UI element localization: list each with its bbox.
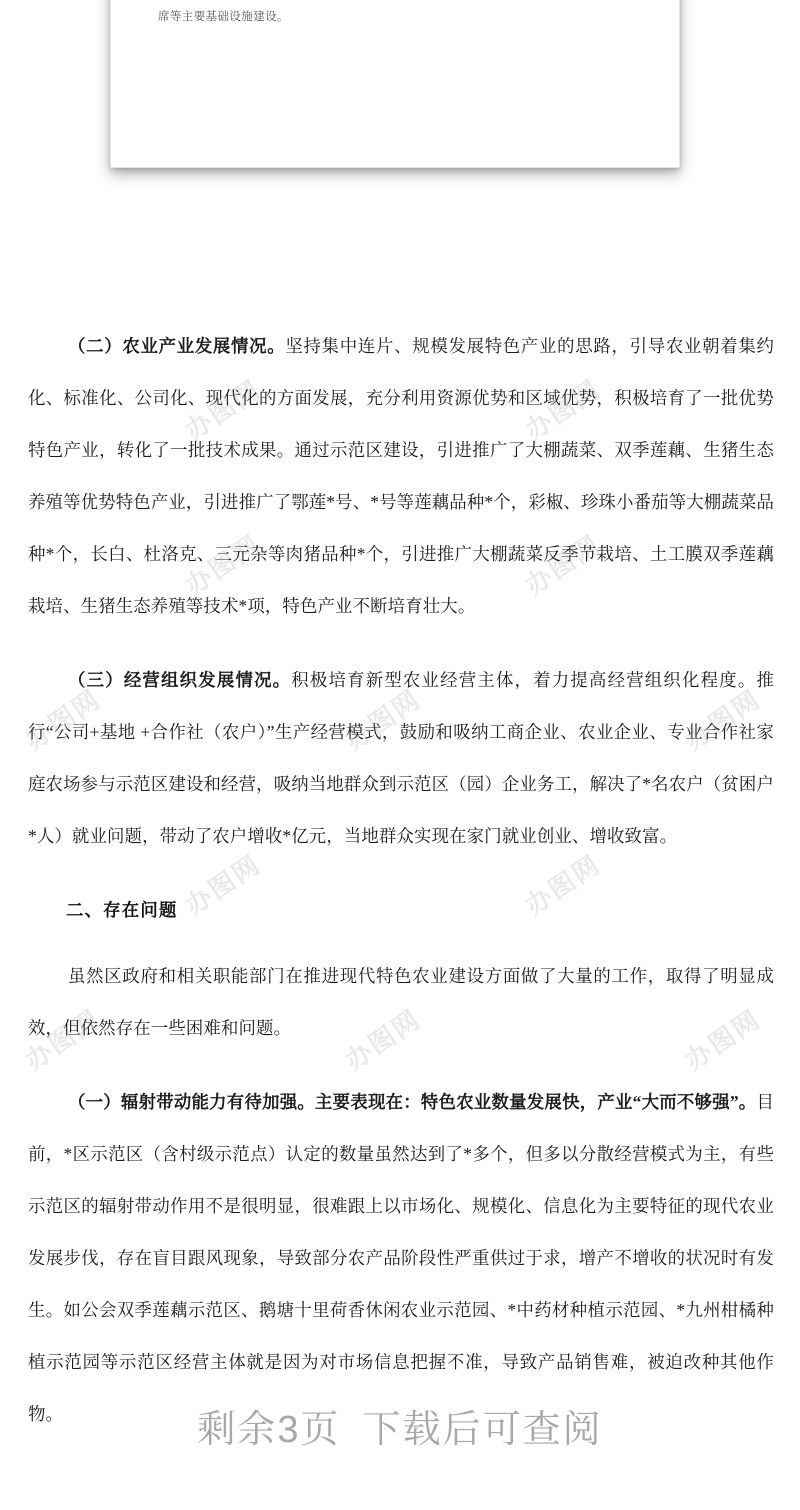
watermark-text: 办图网 (179, 373, 267, 446)
previous-page-card (110, 0, 680, 168)
download-hint-label: 下载后可查阅 (362, 1409, 603, 1451)
paragraph-spacer (0, 632, 800, 654)
paragraph-text-2-3: 积极培育新型农业经营主体，着力提高经营组织化程度。推行“公司+基地 +合作社（农户）”生产经营模式，鼓励和吸纳工商企业、农业企业、专业合作社家庭农场参与示范区建设和经营，吸纳当地群众到示范区（园）企业务工，解决了*名农户（贫困户*人）就业问题，带动了农户增收*亿元，当地群众实现在家门就业创业、增收致富。 (28, 670, 774, 846)
watermark-text: 办图网 (679, 1003, 767, 1076)
problem-1-bold-line: （一）辐射带动能力有待加强。主要表现在：特色农业数量发展快，产业“大而不够强”。 (68, 1092, 757, 1112)
paragraph-spacer (0, 862, 800, 884)
watermark-text: 办图网 (519, 848, 607, 921)
watermark-text: 办图网 (179, 848, 267, 921)
remaining-pages-label: 剩余3页 (197, 1409, 341, 1451)
footer-download-note (0, 1398, 800, 1453)
watermark-text: 办图网 (679, 683, 767, 756)
document-body (0, 320, 800, 1440)
paragraph-section-2-3 (0, 654, 800, 862)
watermark-text: 办图网 (19, 1003, 107, 1076)
paragraph-lead-2-3: （三）经营组织发展情况。 (68, 670, 292, 690)
watermark-text: 办图网 (519, 528, 607, 601)
watermark-text: 办图网 (339, 683, 427, 756)
previous-page-trailing-text: 席等主要基础设施建设。 (158, 11, 289, 23)
paragraph-problem-1 (0, 1076, 800, 1440)
paragraph-section-2-2 (0, 320, 800, 632)
paragraph-lead-2-2: （二）农业产业发展情况。 (68, 336, 286, 356)
section-heading-problems: 二、存在问题 (66, 900, 178, 920)
paragraph-text-2-2: 坚持集中连片、规模发展特色产业的思路，引导农业朝着集约化、标准化、公司化、现代化的方面发展，充分利用资源优势和区域优势，积极培育了一批优势特色产业，转化了一批技术成果。通过示范区建设，引进推广了大棚蔬菜、双季莲藕、生猪生态养殖等优势特色产业，引进推广了鄂莲*号、*号等莲藕品种*个，彩椒、珍珠小番茄等大棚蔬菜品种*个，长白、杜洛克、三元杂等肉猪品种*个，引进推广大棚蔬菜反季节栽培、土工膜双季莲藕栽培、生猪生态养殖等技术*项，特色产业不断培育壮大。 (28, 336, 774, 616)
watermark-text: 办图网 (179, 528, 267, 601)
paragraph-section-intro: 虽然区政府和相关职能部门在推进现代特色农业建设方面做了大量的工作，取得了明显成效，但依然存在一些困难和问题。 (28, 966, 774, 1038)
watermark-text: 办图网 (519, 373, 607, 446)
paragraph-spacer (0, 936, 800, 950)
watermark-text: 办图网 (19, 683, 107, 756)
paragraph-spacer (0, 1054, 800, 1076)
watermark-text: 办图网 (339, 1003, 427, 1076)
problem-1-text: 目前，*区示范区（含村级示范点）认定的数量虽然达到了*多个，但多以分散经营模式为主，有些示范区的辐射带动作用不是很明显，很难跟上以市场化、规模化、信息化为主要特征的现代农业发展步伐，存在盲目跟风现象，导致部分农产品阶段性严重供过于求，增产不增收的状况时有发生。如公会双季莲藕示范区、鹅塘十里荷香休闲农业示范园、*中药材种植示范园、*九州柑橘种植示范园等示范区经营主体就是因为对市场信息把握不准，导致产品销售难，被迫改种其他作物。 (28, 1092, 774, 1424)
